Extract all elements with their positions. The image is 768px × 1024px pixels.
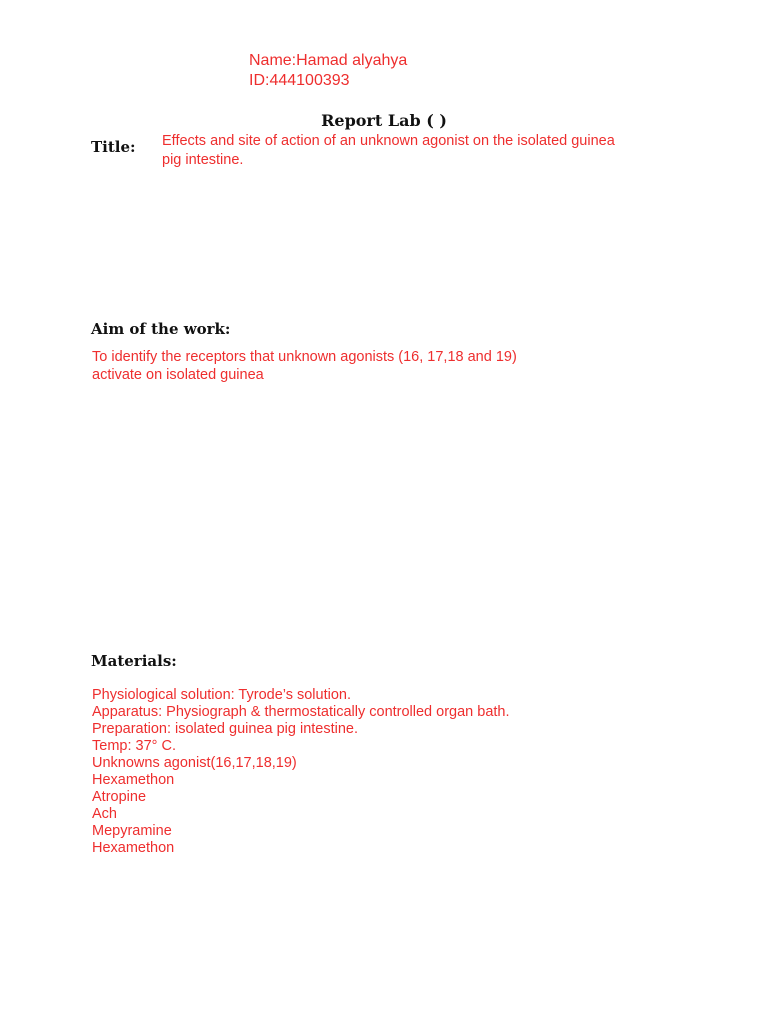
student-info <box>249 51 407 91</box>
materials-item: Mepyramine <box>92 823 172 839</box>
materials-item: Atropine <box>92 789 147 805</box>
materials-item: Temp: 37° C. <box>92 738 176 754</box>
materials-item: Hexamethon <box>92 840 175 856</box>
title-label: Title: <box>91 138 136 156</box>
materials-label: Materials: <box>91 652 177 670</box>
report-heading: Report Lab ( ) <box>321 111 447 130</box>
student-name: Name:Hamad alyahya <box>249 52 408 69</box>
materials-item: Physiological solution: Tyrode’s solution. <box>92 687 352 703</box>
materials-item: Apparatus: Physiograph & thermostatically controlled organ bath. <box>92 704 510 720</box>
student-id: ID:444100393 <box>249 72 350 89</box>
materials-item: Unknowns agonist(16,17,18,19) <box>92 755 297 771</box>
aim-text: To identify the receptors that unknown agonists (16, 17,18 and 19) activate on isolated guinea <box>92 349 517 383</box>
materials-item: Hexamethon <box>92 772 175 788</box>
aim-label: Aim of the work: <box>91 320 231 338</box>
materials-item: Ach <box>92 806 117 822</box>
materials-list <box>92 687 510 857</box>
title-text: Effects and site of action of an unknown agonist on the isolated guinea pig intestine. <box>162 133 615 168</box>
materials-item: Preparation: isolated guinea pig intestine. <box>92 721 359 737</box>
